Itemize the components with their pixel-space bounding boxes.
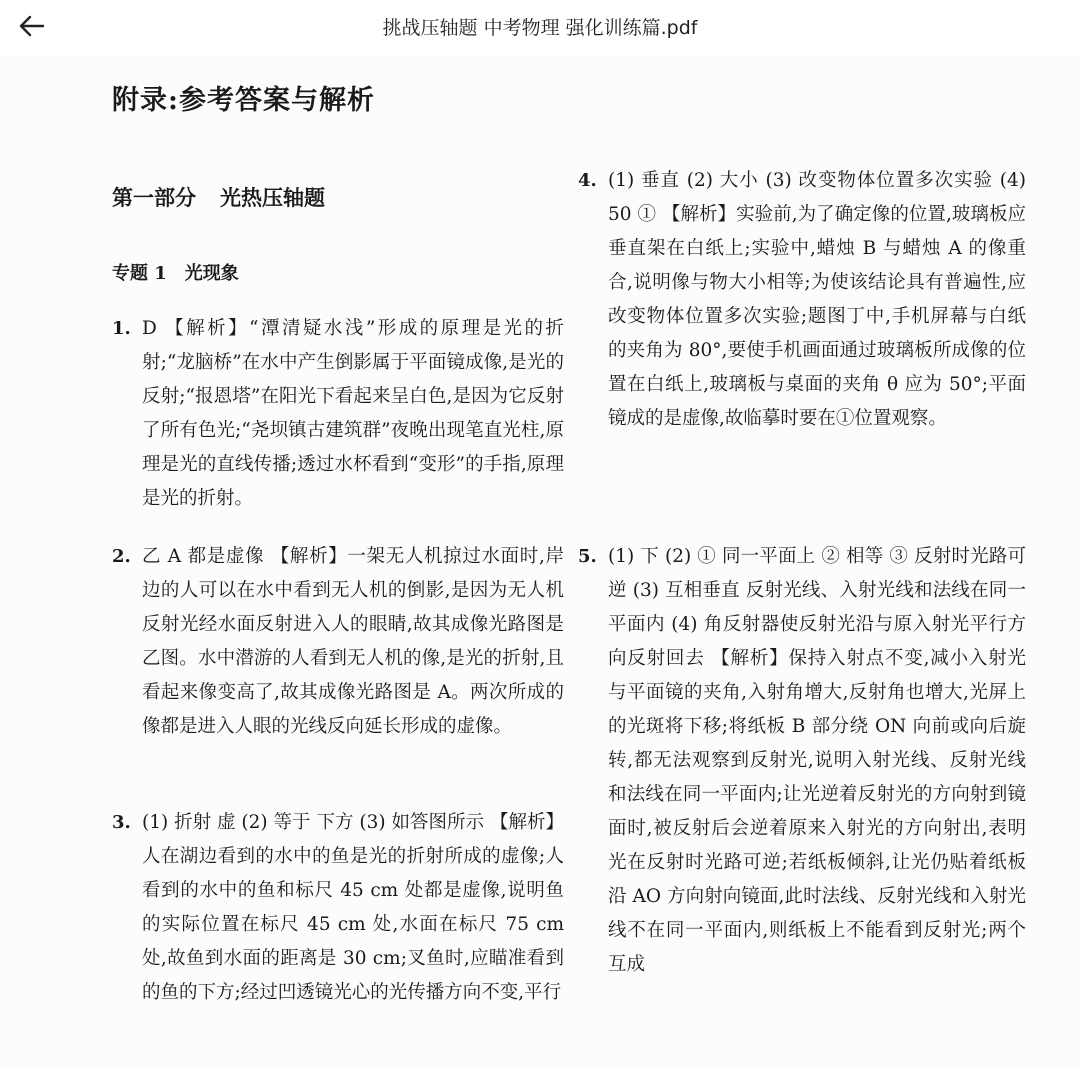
answer-item xyxy=(578,540,1026,982)
appendix-title: 附录:参考答案与解析 xyxy=(112,85,375,116)
answer-text: (1) 垂直 (2) 大小 (3) 改变物体位置多次实验 (4) 50 ① 【解析】实验前,为了确定像的位置,玻璃板应垂直架在白纸上;实验中,蜡烛 B 与蜡烛 A 的像重合,说明像与物大小相等;为使该结论具有普遍性,应改变物体位置多次实验;题图丁中,手机屏幕与白纸的夹角为 80°,要使手机画面通过玻璃板所成像的位置在白纸上,玻璃板与桌面的夹角 θ 应为 50°;平面镜成的是虚像,故临摹时要在①位置观察。 xyxy=(608,170,1026,429)
answer-item xyxy=(112,312,564,516)
answer-item xyxy=(578,164,1026,436)
topic-title xyxy=(112,259,239,285)
part-label: 第一部分 xyxy=(112,185,196,210)
part-name: 光热压轴题 xyxy=(220,185,325,210)
answer-item xyxy=(112,540,564,744)
answer-number: 3. xyxy=(112,812,131,833)
answer-text: (1) 折射 虚 (2) 等于 下方 (3) 如答图所示 【解析】人在湖边看到的水中的鱼是光的折射所成的虚像;人看到的水中的鱼和标尺 45 cm 处都是虚像,说明鱼的实际位置在标尺 45 cm 处,水面在标尺 75 cm 处,故鱼到水面的距离是 30 cm;叉鱼时,应瞄准看到的鱼的下方;经过凹透镜光心的光传播方向不变,平行 xyxy=(142,812,564,1003)
document-title: 挑战压轴题 中考物理 强化训练篇.pdf xyxy=(382,17,698,39)
topic-name: 光现象 xyxy=(184,263,239,284)
answer-number: 5. xyxy=(578,546,597,567)
answer-number: 2. xyxy=(112,546,131,567)
pdf-page[interactable] xyxy=(0,56,1080,1066)
top-toolbar xyxy=(0,0,1080,56)
topic-label: 专题 1 xyxy=(112,263,167,284)
answer-text: (1) 下 (2) ① 同一平面上 ② 相等 ③ 反射时光路可逆 (3) 互相垂直 反射光线、入射光线和法线在同一平面内 (4) 角反射器使反射光沿与原入射光平行方向反射回去 【解析】保持入射点不变,减小入射光与平面镜的夹角,入射角增大,反射角也增大,光屏上的光斑将下移;将纸板 B 部分绕 ON 向前或向后旋转,都无法观察到反射光,说明入射光线、反射光线和法线在同一平面内;让光逆着反射光的方向射到镜面时,被反射后会逆着原来入射光的方向射出,表明光在反射时光路可逆;若纸板倾斜,让光仍贴着纸板沿 AO 方向射向镜面,此时法线、反射光线和入射光线不在同一平面内,则纸板上不能看到反射光;两个互成 xyxy=(608,546,1026,975)
answer-number: 1. xyxy=(112,318,131,339)
answer-number: 4. xyxy=(578,170,597,191)
answer-item xyxy=(112,806,564,1010)
answer-text: D 【解析】“潭清疑水浅”形成的原理是光的折射;“龙脑桥”在水中产生倒影属于平面镜成像,是光的反射;“报恩塔”在阳光下看起来呈白色,是因为它反射了所有色光;“尧坝镇古建筑群”夜晚出现笔直光柱,原理是光的直线传播;透过水杯看到“变形”的手指,原理是光的折射。 xyxy=(142,318,564,509)
answer-text: 乙 A 都是虚像 【解析】一架无人机掠过水面时,岸边的人可以在水中看到无人机的倒影,是因为无人机反射光经水面反射进入人的眼睛,故其成像光路图是乙图。水中潜游的人看到无人机的像,是光的折射,且看起来像变高了,故其成像光路图是 A。两次所成的像都是进入人眼的光线反向延长形成的虚像。 xyxy=(142,546,564,737)
part-title xyxy=(112,182,325,212)
